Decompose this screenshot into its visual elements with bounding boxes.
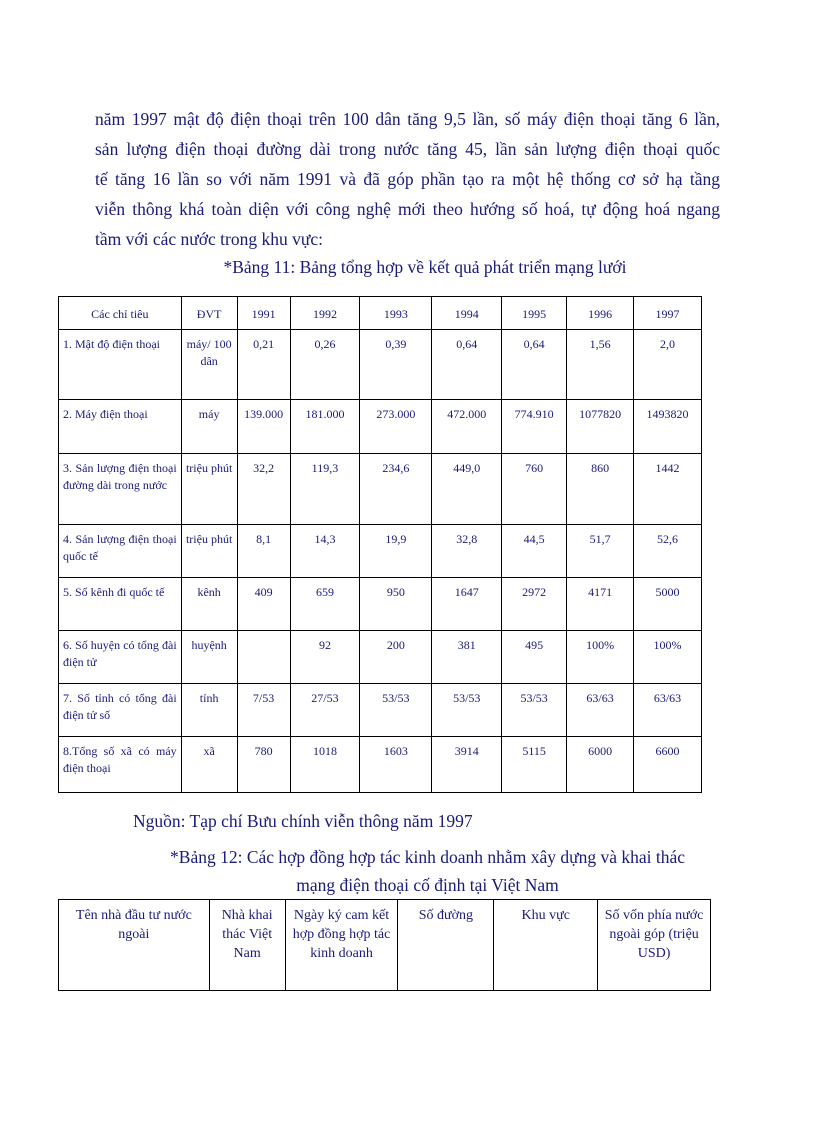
row-unit: triệu phút <box>181 525 237 578</box>
row-unit: triệu phút <box>181 454 237 525</box>
row-unit: kênh <box>181 578 237 631</box>
row-value: 119,3 <box>290 454 360 525</box>
intro-line: tế tăng 16 lần so với năm 1991 và đã góp phần tạo ra một hệ thống cơ sở hạ tầng <box>95 169 720 189</box>
row-value: 760 <box>502 454 567 525</box>
row-label: 6. Số huyện có tổng đài điện tử <box>59 631 182 684</box>
row-label: 8.Tổng số xã có máy điện thoại <box>59 737 182 793</box>
row-value: 1442 <box>634 454 702 525</box>
row-value: 234,6 <box>360 454 432 525</box>
row-value: 139.000 <box>237 400 290 454</box>
row-value: 181.000 <box>290 400 360 454</box>
table12-header-cell: Khu vực <box>494 900 598 991</box>
row-value: 92 <box>290 631 360 684</box>
table11-header-cell: 1997 <box>634 297 702 330</box>
row-value: 27/53 <box>290 684 360 737</box>
row-value: 32,8 <box>432 525 502 578</box>
table11-caption: *Bảng 11: Bảng tổng hợp về kết quả phát triển mạng lưới <box>223 257 627 277</box>
row-value: 14,3 <box>290 525 360 578</box>
row-value: 44,5 <box>502 525 567 578</box>
table11-header-cell: 1996 <box>567 297 634 330</box>
row-value: 51,7 <box>567 525 634 578</box>
row-value: 63/63 <box>634 684 702 737</box>
table12-header-cell: Số vốn phía nước ngoài góp (triệu USD) <box>598 900 711 991</box>
table-row <box>59 684 702 737</box>
row-label: 2. Máy điện thoại <box>59 400 182 454</box>
table-row <box>59 454 702 525</box>
table11 <box>58 296 702 793</box>
row-value: 659 <box>290 578 360 631</box>
row-unit: máy <box>181 400 237 454</box>
row-value: 6600 <box>634 737 702 793</box>
row-value: 63/63 <box>567 684 634 737</box>
table12-header-cell: Số đường <box>398 900 494 991</box>
intro-line: sản lượng điện thoại đường dài trong nước tăng 45, lần sản lượng điện thoại quốc <box>95 139 720 159</box>
row-value: 53/53 <box>432 684 502 737</box>
intro-line: viễn thông khá toàn diện với công nghệ mới theo hướng số hoá, tự động hoá ngang <box>95 199 720 219</box>
row-value: 100% <box>567 631 634 684</box>
table12-header-row <box>59 900 711 991</box>
table12-header-cell: Tên nhà đầu tư nước ngoài <box>59 900 210 991</box>
row-value: 1,56 <box>567 330 634 400</box>
row-value: 5000 <box>634 578 702 631</box>
table11-header-row <box>59 297 702 330</box>
row-value: 1077820 <box>567 400 634 454</box>
intro-line: tầm với các nước trong khu vực: <box>95 229 323 249</box>
row-value: 0,21 <box>237 330 290 400</box>
row-value: 449,0 <box>432 454 502 525</box>
row-value: 0,64 <box>502 330 567 400</box>
table12-caption <box>0 843 816 899</box>
row-value: 100% <box>634 631 702 684</box>
table11-header-cell: ĐVT <box>181 297 237 330</box>
row-label: 4. Sản lượng điện thoại quốc tế <box>59 525 182 578</box>
table11-source: Nguồn: Tạp chí Bưu chính viễn thông năm 1997 <box>133 811 473 831</box>
table-row <box>59 525 702 578</box>
table-row <box>59 631 702 684</box>
row-value: 32,2 <box>237 454 290 525</box>
row-value: 0,64 <box>432 330 502 400</box>
row-value: 2972 <box>502 578 567 631</box>
table-row <box>59 737 702 793</box>
table12-header-cell: Ngày ký cam kết hợp đồng hợp tác kinh doanh <box>285 900 398 991</box>
table-row <box>59 400 702 454</box>
row-value: 1647 <box>432 578 502 631</box>
table-row <box>59 330 702 400</box>
row-value: 950 <box>360 578 432 631</box>
row-unit: xã <box>181 737 237 793</box>
row-label: 5. Số kênh đi quốc tế <box>59 578 182 631</box>
row-value: 860 <box>567 454 634 525</box>
table12-caption-line1: *Bảng 12: Các hợp đồng hợp tác kinh doanh nhằm xây dựng và khai thác <box>170 847 685 867</box>
row-unit: tỉnh <box>181 684 237 737</box>
row-value: 0,26 <box>290 330 360 400</box>
row-value: 774.910 <box>502 400 567 454</box>
row-value: 381 <box>432 631 502 684</box>
table11-header-cell: Các chỉ tiêu <box>59 297 182 330</box>
row-value: 200 <box>360 631 432 684</box>
row-value: 6000 <box>567 737 634 793</box>
row-value: 19,9 <box>360 525 432 578</box>
row-value: 780 <box>237 737 290 793</box>
row-value: 495 <box>502 631 567 684</box>
row-value: 273.000 <box>360 400 432 454</box>
table12-caption-line2: mạng điện thoại cố định tại Việt Nam <box>296 875 559 895</box>
row-value: 53/53 <box>360 684 432 737</box>
table11-header-cell: 1993 <box>360 297 432 330</box>
row-value: 1493820 <box>634 400 702 454</box>
table11-header-cell: 1994 <box>432 297 502 330</box>
row-value: 8,1 <box>237 525 290 578</box>
row-value: 409 <box>237 578 290 631</box>
row-value: 53/53 <box>502 684 567 737</box>
table-row <box>59 578 702 631</box>
row-value: 5115 <box>502 737 567 793</box>
table12-header-cell: Nhà khai thác Việt Nam <box>209 900 285 991</box>
row-value: 4171 <box>567 578 634 631</box>
row-value: 2,0 <box>634 330 702 400</box>
row-value: 1018 <box>290 737 360 793</box>
row-value: 1603 <box>360 737 432 793</box>
row-value: 7/53 <box>237 684 290 737</box>
table11-header-cell: 1991 <box>237 297 290 330</box>
row-value <box>237 631 290 684</box>
row-value: 0,39 <box>360 330 432 400</box>
row-label: 3. Sản lượng điện thoại đường dài trong nước <box>59 454 182 525</box>
row-unit: máy/ 100 dân <box>181 330 237 400</box>
row-unit: huyệnh <box>181 631 237 684</box>
table11-header-cell: 1992 <box>290 297 360 330</box>
intro-paragraph <box>95 104 720 254</box>
row-value: 3914 <box>432 737 502 793</box>
row-value: 52,6 <box>634 525 702 578</box>
intro-line: năm 1997 mật độ điện thoại trên 100 dân tăng 9,5 lần, số máy điện thoại tăng 6 lần, <box>95 109 720 129</box>
table12 <box>58 899 711 991</box>
row-label: 7. Số tỉnh có tổng đài điện tử số <box>59 684 182 737</box>
row-value: 472.000 <box>432 400 502 454</box>
row-label: 1. Mật độ điện thoại <box>59 330 182 400</box>
table11-header-cell: 1995 <box>502 297 567 330</box>
